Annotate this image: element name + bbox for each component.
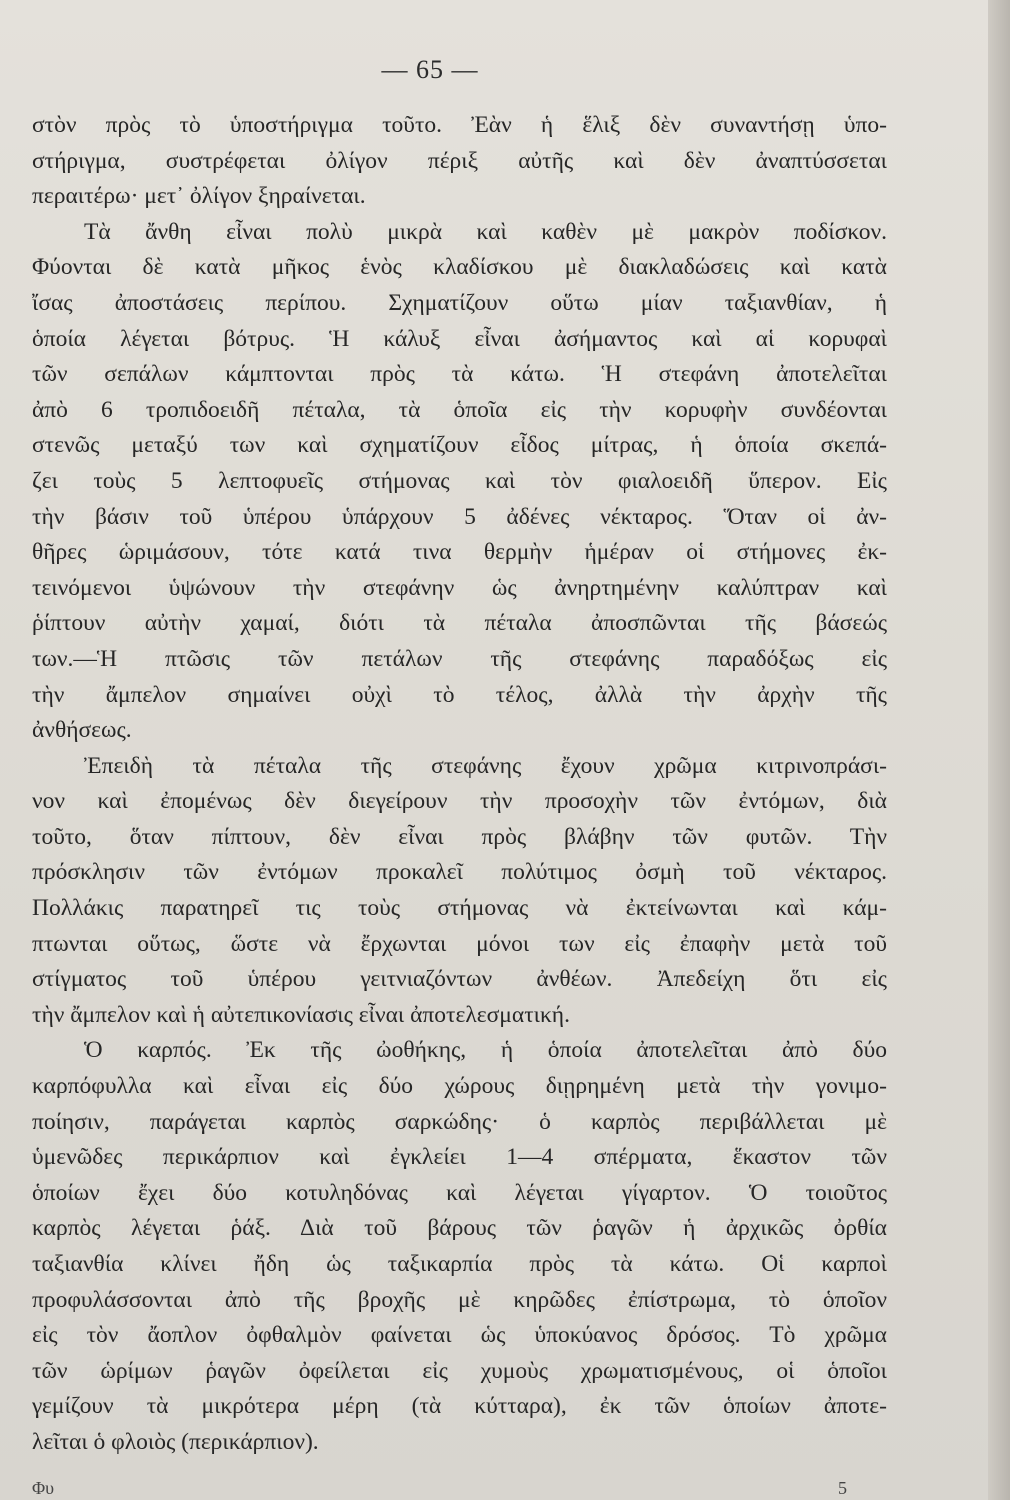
text-line: καρπόφυλλα καὶ εἶναι εἰς δύο χώρους διῃρημένη μετὰ τὴν γονιμο- — [32, 1073, 887, 1100]
text-line: στὸν πρὸς τὸ ὑποστήριγμα τοῦτο. Ἐὰν ἡ ἕλιξ δὲν συναντήσῃ ὑπο- — [32, 112, 887, 138]
page-number: — 65 — — [381, 55, 479, 84]
text-line: τῶν σεπάλων κάμπτονται πρὸς τὰ κάτω. Ἡ στεφάνη ἀποτελεῖται — [32, 361, 887, 388]
text-line: Ἐπειδὴ τὰ πέταλα τῆς στεφάνης ἔχουν χρῶμα κιτρινοπράσι- — [84, 752, 887, 779]
text-line: νον καὶ ἐπομένως δὲν διεγείρουν τὴν προσοχὴν τῶν ἐντόμων, διὰ — [32, 788, 887, 815]
text-line: Φύονται δὲ κατὰ μῆκος ἑνὸς κλαδίσκου μὲ διακλαδώσεις καὶ κατὰ — [32, 254, 887, 281]
text-line: ποίησιν, παράγεται καρπὸς σαρκώδης· ὁ καρπὸς περιβάλλεται μὲ — [32, 1108, 887, 1135]
page-edge-shadow — [988, 0, 1010, 1500]
page-footer — [32, 1478, 887, 1500]
text-line: στίγματος τοῦ ὑπέρου γειτνιαζόντων ἀνθέων. Ἀπεδείχη ὅτι εἰς — [32, 966, 887, 993]
text-line: Τὰ ἄνθη εἶναι πολὺ μικρὰ καὶ καθὲν μὲ μακρὸν ποδίσκον. — [84, 218, 887, 245]
text-line: στήριγμα, συστρέφεται ὀλίγον πέριξ αὐτῆς καὶ δὲν ἀναπτύσσεται — [32, 147, 887, 174]
text-line: τοῦτο, ὅταν πίπτουν, δὲν εἶναι πρὸς βλάβην τῶν φυτῶν. Τὴν — [32, 823, 887, 850]
text-line: τῶν ὡρίμων ῥαγῶν ὀφείλεται εἰς χυμοὺς χρωματισμένους, οἱ ὁποῖοι — [32, 1357, 887, 1384]
text-line: τὴν ἄμπελον σημαίνει οὐχὶ τὸ τέλος, ἀλλὰ τὴν ἀρχὴν τῆς — [32, 681, 887, 708]
text-line: τὴν ἄμπελον καὶ ἡ αὐτεπικονίασις εἶναι ἀποτελεσματική. — [32, 1001, 570, 1028]
text-line: στενῶς μεταξύ των καὶ σχηματίζουν εἶδος μίτρας, ἡ ὁποία σκεπά- — [32, 432, 887, 459]
text-line: ὑμενῶδες περικάρπιον καὶ ἐγκλείει 1—4 σπέρματα, ἕκαστον τῶν — [32, 1144, 887, 1171]
text-line: γεμίζουν τὰ μικρότερα μέρη (τὰ κύτταρα), ἐκ τῶν ὁποίων ἀποτε- — [32, 1393, 887, 1420]
text-line: ἀνθήσεως. — [32, 717, 132, 744]
text-line: θῆρες ὡριμάσουν, τότε κατά τινα θερμὴν ἡμέραν οἱ στήμονες ἐκ- — [32, 539, 887, 566]
text-line: των.—Ἡ πτῶσις τῶν πετάλων τῆς στεφάνης παραδόξως εἰς — [32, 645, 887, 672]
text-line: τὴν βάσιν τοῦ ὑπέρου ὑπάρχουν 5 ἀδένες νέκταρος. Ὅταν οἱ ἀν- — [32, 503, 887, 530]
text-line: εἰς τὸν ἄοπλον ὀφθαλμὸν φαίνεται ὡς ὑποκύανος δρόσος. Τὸ χρῶμα — [32, 1322, 887, 1349]
text-line: τεινόμενοι ὑψώνουν τὴν στεφάνην ὡς ἀνηρτημένην καλύπτραν καὶ — [32, 574, 887, 601]
text-line: πτωνται οὕτως, ὥστε νὰ ἔρχωνται μόνοι των εἰς ἐπαφὴν μετὰ τοῦ — [32, 930, 887, 957]
text-line: περαιτέρω· μετ᾿ ὀλίγον ξηραίνεται. — [32, 183, 366, 210]
text-line: ῥίπτουν αὐτὴν χαμαί, διότι τὰ πέταλα ἀποσπῶνται τῆς βάσεώς — [32, 610, 887, 637]
text-line: ὁποία λέγεται βότρυς. Ἡ κάλυξ εἶναι ἀσήμαντος καὶ αἱ κορυφαὶ — [32, 325, 887, 352]
text-line: Ὁ καρπός. Ἐκ τῆς ὠοθήκης, ἡ ὁποία ἀποτελεῖται ἀπὸ δύο — [84, 1037, 887, 1064]
text-line: λεῖται ὁ φλοιὸς (περικάρπιον). — [32, 1428, 319, 1455]
text-line: ἀπὸ 6 τροπιδοειδῆ πέταλα, τὰ ὁποῖα εἰς τὴν κορυφὴν συνδέονται — [32, 396, 887, 423]
text-line: ταξιανθία κλίνει ἤδη ὡς ταξικαρπία πρὸς τὰ κάτω. Οἱ καρποὶ — [32, 1251, 887, 1277]
text-line: ζει τοὺς 5 λεπτοφυεῖς στήμονας καὶ τὸν φιαλοειδῆ ὕπερον. Εἰς — [32, 467, 887, 494]
text-line: ἴσας ἀποστάσεις περίπου. Σχηματίζουν οὕτω μίαν ταξιανθίαν, ἡ — [32, 289, 887, 316]
text-line: ὁποίων ἔχει δύο κοτυληδόνας καὶ λέγεται γίγαρτον. Ὁ τοιοῦτος — [32, 1179, 887, 1206]
footer-left-text: Φυ — [32, 1478, 55, 1498]
text-line: προφυλάσσονται ἀπὸ τῆς βροχῆς μὲ κηρῶδες ἐπίστρωμα, τὸ ὁποῖον — [32, 1286, 887, 1313]
text-line: πρόσκλησιν τῶν ἐντόμων προκαλεῖ πολύτιμος ὀσμὴ τοῦ νέκταρος. — [32, 859, 887, 886]
body-text — [32, 108, 887, 1461]
footer-right-text: 5 — [838, 1478, 847, 1498]
text-line: καρπὸς λέγεται ῥάξ. Διὰ τοῦ βάρους τῶν ῥαγῶν ἡ ἀρχικῶς ὀρθία — [32, 1215, 887, 1242]
text-line: Πολλάκις παρατηρεῖ τις τοὺς στήμονας νὰ ἐκτείνωνται καὶ κάμ- — [32, 895, 887, 922]
